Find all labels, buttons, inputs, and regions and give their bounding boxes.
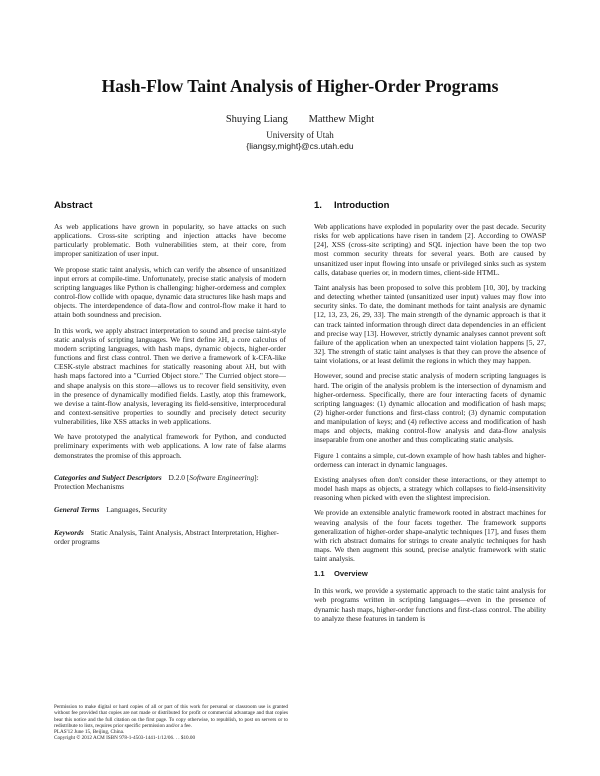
subsection-number: 1.1	[314, 569, 325, 579]
affiliation: University of Utah	[266, 130, 334, 140]
abstract-paragraph: As web applications have grown in popularity, so have attacks on such applications. Cross-site scripting and injection attacks have become particularly problematic. Both vulnerabilities stem, at their core, from improper sanitization of user input.	[54, 222, 286, 259]
keywords-value: Static Analysis, Taint Analysis, Abstract Interpretation, Higher-order programs	[54, 528, 279, 547]
intro-paragraph: Existing analyses often don't consider these interactions, or they attempt to model hash maps as objects, a strategy which collapses to field-insensitivity reasoning when picked with even the slightest imprecision.	[314, 474, 546, 503]
categories-bracket: Software Engineering	[189, 472, 255, 482]
author-affiliation-block	[0, 130, 600, 152]
overview-paragraph: In this work, we provide a systematic approach to the static taint analysis for web programs written in scripting languages—even in the presence of dynamic hash maps, higher-order functions and first-class control. The ability to analyze these features in tandem is	[314, 586, 546, 623]
author-list	[0, 114, 600, 125]
subsection-title: Overview	[334, 569, 368, 579]
general-terms-value: Languages, Security	[106, 505, 167, 515]
keywords-block	[54, 528, 286, 546]
author-name: Shuying Liang	[225, 114, 288, 125]
right-column	[314, 200, 546, 629]
categories-tail: Protection Mechanisms	[54, 481, 125, 491]
categories-code: D.2.0	[168, 472, 186, 482]
section-title: Introduction	[334, 200, 390, 211]
intro-paragraph: Figure 1 contains a simple, cut-down example of how hash tables and higher-orderness can interact in dynamic languages.	[314, 450, 546, 469]
permission-text: Permission to make digital or hard copies of all or part of this work for personal or classroom use is granted without fee provided that copies are not made or distributed for profit or commercial advantage and that copies bear this notice and the full citation on the first page. To copy otherwise, to republish, to post on servers or to redistribute to lists, requires prior specific permission and/or a fee.	[54, 704, 288, 729]
left-column	[54, 200, 286, 559]
abstract-heading: Abstract	[54, 200, 93, 211]
abstract-paragraph: In this work, we apply abstract interpretation to sound and precise taint-style static analysis of scripting languages. We first define λH, a core calculus of modern scripting languages, with hash maps, dynamic objects, higher-order functions and first class control. Then we derive a framework of k-CFA-like CESK-style abstract machines for statically reasoning about λH, but with hash maps factored into a "Curried Object store." The Curried object store—and shape analysis on this store—allows us to recover field sensitivity, even in the presence of dynamically modified fields. Lastly, atop this framework, we devise a taint-flow analysis, leveraging its field-sensitive, interprocedural and context-sensitive properties to soundly and precisely detect security vulnerabilities, like XSS attacks in web applications.	[54, 325, 286, 427]
author-email: {liangsy,might}@cs.utah.edu	[246, 141, 354, 151]
introduction-heading	[314, 200, 546, 211]
intro-paragraph: Taint analysis has been proposed to solve this problem [10, 30], by tracking and detecting whether tainted (unsanitized user input) values may flow into security sinks. To date, the dominant methods for taint analysis are dynamic [12, 13, 23, 26, 29, 33]. The main strength of the dynamic approach is that it can track tainted information through direct data dependencies in an efficient and precise way [13]. However, strictly dynamic analyses cannot prevent soft failure of the application when an unexpected taint violation happens [5, 27, 32]. The strength of static taint analyses is that they can prove the absence of taint violations, or at least delimit the regions in which they may happen.	[314, 282, 546, 366]
paper-title: Hash-Flow Taint Analysis of Higher-Order Programs	[101, 76, 499, 96]
copyright-notice	[54, 704, 288, 742]
abstract-paragraph: We propose static taint analysis, which can verify the absence of unsanitized input errors at compile-time. Unfortunately, precise static analysis of modern scripting languages like Python is challenging: higher-orderness and complex control-flow collide with opaque, dynamic data structures like hash maps and objects. The interdependence of data-flow and control-flow make it hard to attain both soundness and precision.	[54, 264, 286, 320]
intro-paragraph: Web applications have exploded in popularity over the past decade. Security risks for web applications have risen in tandem [2]. According to OWASP [24], XSS (cross-site scripting) and SQL injection have been the top two most common security threats for several years. Both are caused by unsanitized user input flowing into unsafe or privileged sinks such as system calls, database queries or, in modern times, client-side HTML.	[314, 222, 546, 277]
general-terms	[54, 505, 286, 514]
copyright-line: Copyright © 2012 ACM ISBN 978-1-4503-1441-1/12/06. . . $10.00	[54, 735, 196, 742]
author-name: Matthew Might	[308, 114, 375, 125]
categories-label: Categories and Subject Descriptors	[54, 472, 162, 482]
intro-paragraph: However, sound and precise static analysis of modern scripting languages is hard. The origin of the analysis problem is the intersection of dynamism and higher-orderness. Specifically, there are four interacting facets of dynamic scripting languages: (1) dynamic allocation and modification of hash maps; (2) higher-order functions and first-class control; (3) dynamic computation and manipulation of keys; and (4) reflective access and modification of hash maps and objects, making control-flow analysis and data-flow analysis inseparable from one another and thus complicating static analysis.	[314, 371, 546, 445]
intro-paragraph: We provide an extensible analytic framework rooted in abstract machines for weaving analysis of the four facets together. The framework supports generalization of higher-order shape-analytic techniques [17], and fuses them with rich abstract domains for strings to create analytic techniques for hash maps. We then augment this sound, precise analytic framework with static taint analysis.	[314, 508, 546, 564]
section-number: 1.	[314, 200, 322, 211]
categories-descriptors: Categories and Subject Descriptors D.2.0 [Software Engineering]: Protection Mechanisms	[54, 472, 259, 491]
conference-line: PLAS'12 June 15, Beijing, China.	[54, 729, 125, 736]
overview-heading	[314, 569, 546, 578]
general-terms-label: General Terms	[54, 505, 100, 515]
keywords-label: Keywords	[54, 528, 84, 538]
abstract-paragraph: We have prototyped the analytical framework for Python, and conducted preliminary experiments with web applications. A low rate of false alarms demonstrates the promise of this approach.	[54, 432, 286, 460]
